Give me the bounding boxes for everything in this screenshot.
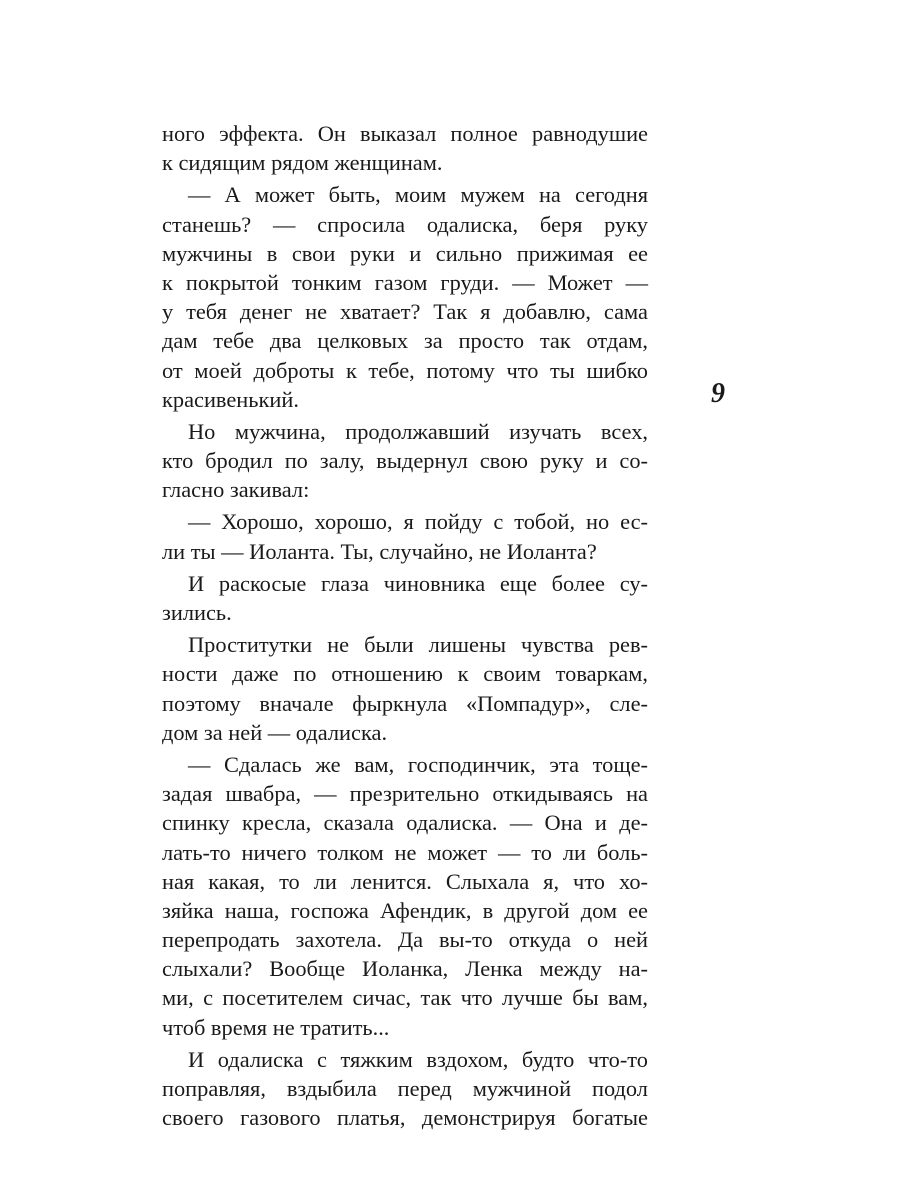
text-line: ли ты — Иоланта. Ты, случайно, не Иоланта?: [162, 538, 597, 564]
text-line: Но мужчина, продолжавший изучать всех,: [188, 418, 648, 444]
text-line: ми, с посетителем сичас, так что лучше бы вам,: [162, 985, 648, 1011]
text-line: задая швабра, — презрительно откидываясь на: [162, 781, 648, 807]
text-line: лать-то ничего толком не может — то ли боль-: [162, 839, 648, 865]
text-line: ного эффекта. Он выказал полное равнодушие: [162, 121, 648, 146]
text-line: у тебя денег не хватает? Так я добавлю, сама: [162, 299, 648, 325]
text-line: к покрытой тонким газом груди. — Может —: [162, 269, 648, 295]
page-body-text: [162, 119, 648, 1132]
text-line: слыхали? Вообще Иоланка, Ленка между на-: [162, 956, 648, 982]
paragraph: [162, 417, 648, 505]
paragraph: [162, 1045, 648, 1133]
text-line: перепродать захотела. Да вы-то откуда о ней: [162, 927, 648, 953]
text-line: чтоб время не тратить...: [162, 1014, 390, 1040]
paragraph: [162, 119, 648, 177]
paragraph: [162, 507, 648, 565]
paragraph: [162, 630, 648, 747]
text-line: И одалиска с тяжким вздохом, будто что-то: [188, 1046, 648, 1072]
text-line: — Хорошо, хорошо, я пойду с тобой, но ес-: [188, 509, 648, 535]
text-line: — Сдалась же вам, господинчик, эта тоще-: [188, 751, 648, 777]
text-line: к сидящим рядом женщинам.: [162, 150, 443, 176]
text-line: от моей доброты к тебе, потому что ты шибко: [162, 357, 648, 383]
text-line: зяйка наша, госпожа Афендик, в другой дом ее: [162, 897, 648, 923]
text-line: поправляя, вздыбила перед мужчиной подол: [162, 1076, 648, 1101]
text-line: И раскосые глаза чиновника еще более су-: [188, 570, 648, 596]
text-line: станешь? — спросила одалиска, беря руку: [162, 211, 648, 237]
text-line: гласно закивал:: [162, 477, 310, 503]
text-line: зились.: [162, 600, 232, 625]
paragraph: [162, 180, 648, 414]
paragraph: [162, 750, 648, 1042]
text-line: поэтому вначале фыркнула «Помпадур», сле-: [162, 690, 648, 716]
text-line: своего газового платья, демонстрируя богатые: [162, 1105, 648, 1131]
text-line: красивенький.: [162, 386, 299, 412]
text-line: ная какая, то ли ленится. Слыхала я, что хо-: [162, 868, 648, 894]
text-line: ности даже по отношению к своим товаркам,: [162, 661, 648, 687]
page-number: 9: [711, 378, 725, 409]
paragraph: [162, 569, 648, 627]
text-line: мужчины в свои руки и сильно прижимая ее: [162, 240, 648, 266]
text-line: спинку кресла, сказала одалиска. — Она и де-: [162, 810, 648, 836]
text-line: дам тебе два целковых за просто так отдам,: [162, 328, 648, 354]
text-line: Проститутки не были лишены чувства рев-: [188, 632, 648, 658]
text-line: кто бродил по залу, выдернул свою руку и со-: [162, 448, 648, 474]
text-line: дом за ней — одалиска.: [162, 719, 388, 745]
text-line: — А может быть, моим мужем на сегодня: [188, 182, 648, 208]
